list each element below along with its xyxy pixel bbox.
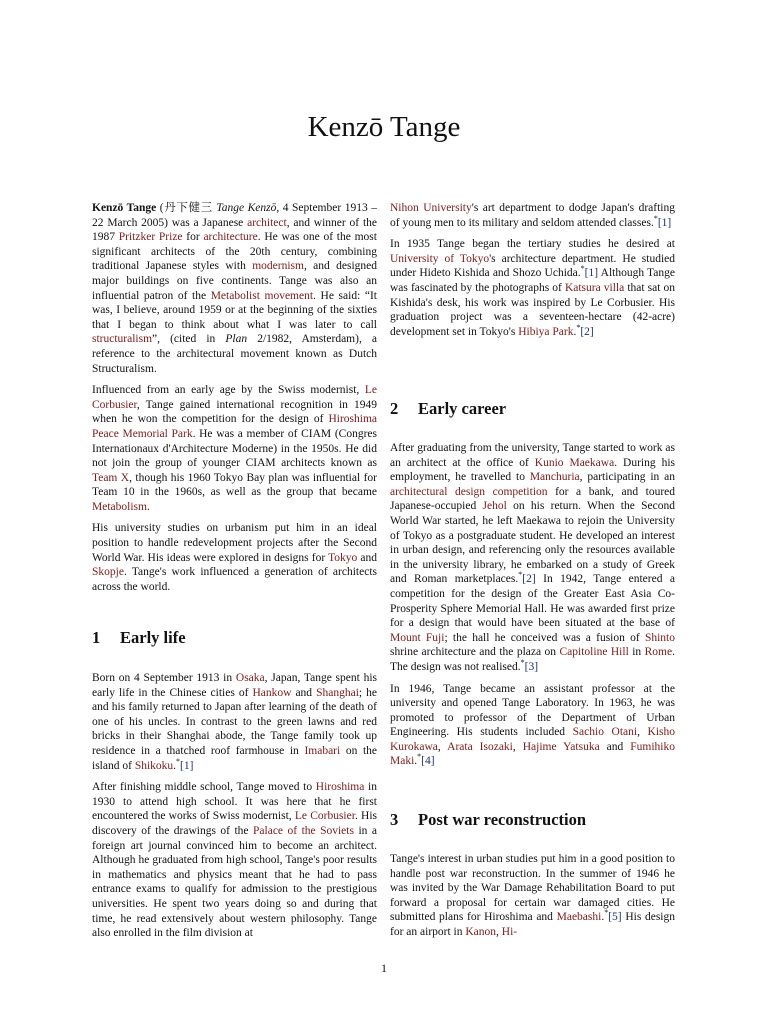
link-shanghai[interactable]: Shanghai — [316, 686, 359, 699]
citation-link[interactable]: [2] — [522, 573, 536, 586]
link-hibiya-park[interactable]: Hibiya Park — [518, 325, 574, 338]
early-career-paragraph-1: After graduating from the university, Tange started to work as an architect at the office of Kunio Maekawa. During his employment, he travelled to Manchuria, participating in an architectural design competition for a bank, and toured Japanese-occupied Jehol on his return. When the Second World War started, he left Maekawa to rejoin the University of Tokyo as a postgraduate student. He developed an interest in urban design, and referencing only the resources available in the university library, he embarked on a study of Greek and Roman marketplaces.*[2] In 1942, Tange entered a competition for the design of the Greater East Asia Co-Prosperity Sphere Memorial Hall. He was awarded first prize for a design that would have been situated at the base of Mount Fuji; the hall he conceived was a fusion of Shinto shrine architecture and the plaza on Capitoline Hill in Rome. The design was not realised.*[3] — [390, 442, 676, 673]
citation-link[interactable]: [1] — [657, 216, 672, 229]
section-heading-early-life: 1 Early life — [92, 628, 186, 647]
link-kisho-kurokawa[interactable]: Kisho Kurokawa — [390, 726, 675, 753]
continuation-paragraph: Nihon University's art department to dodge Japan's drafting of young men to its military and seldom attended classes.*[1] — [390, 202, 675, 229]
early-career-paragraph-2: In 1946, Tange became an assistant professor at the university and opened Tange Laboratory. In 1963, he was promoted to professor of the Department of Urban Engineering. His students included Sachio Otani, Kisho Kurokawa, Arata Isozaki, Hajime Yatsuka and Fumihiko Maki.*[4] — [390, 682, 675, 768]
right-column — [390, 201, 676, 938]
link-palace-of-the-soviets[interactable]: Palace of the Soviets — [253, 824, 354, 837]
link-hiroshima-peace-memorial-park[interactable]: Hiroshima Peace Memorial Park — [92, 413, 377, 440]
early-life-paragraph-2: After finishing middle school, Tange moved to Hiroshima in 1930 to attend high school. It was here that he first encountered the works of Swiss modernist, Le Corbusier. His discovery of the drawings of the Palace of the Soviets in a foreign art journal convinced him to become an architect. Although he graduated from high school, Tange's poor results in mathematics and physics meant that he had to pass entrance exams to qualify for admission to the prestigious universities. He spent two years doing so and during that time, he read extensively about western philosophy. Tange also enrolled in the film division at — [92, 781, 377, 940]
link-le-corbusier[interactable]: Le Corbusier — [92, 384, 377, 411]
link-shikoku[interactable]: Shikoku — [134, 759, 174, 772]
link-le-corbusier[interactable]: Le Corbusier — [294, 810, 355, 823]
link-tokyo[interactable]: Tokyo — [328, 551, 358, 564]
page-title: Kenzō Tange — [307, 111, 461, 143]
citation-link[interactable]: [3] — [524, 660, 539, 673]
left-column — [92, 201, 378, 940]
link-architect[interactable]: architect — [247, 216, 287, 229]
early-life-paragraph-1: Born on 4 September 1913 in Osaka, Japan, Tange spent his early life in the Chinese cities of Hankow and Shanghai; he and his family returned to Japan after learning of the death of one of his uncles. In contrast to the green lawns and red bricks in their Shanghai abode, the Tange family took up residence in a thatched roof farmhouse in Imabari on the island of Shikoku.*[1] — [92, 672, 378, 772]
link-maebashi[interactable]: Maebashi — [556, 911, 602, 924]
tertiary-studies-paragraph: In 1935 Tange began the tertiary studies he desired at University of Tokyo's architecture department. He studied under Hideto Kishida and Shozo Uchida.*[1] Although Tange was fascinated by the photographs of Katsura villa that sat on Kishida's desk, his work was inspired by Le Corbusier. His graduation project was a seventeen-hectare (42-acre) development set in Tokyo's Hibiya Park.*[2] — [390, 238, 675, 338]
link-katsura-villa[interactable]: Katsura villa — [564, 281, 625, 294]
citation-link[interactable]: [4] — [421, 755, 435, 768]
post-war-paragraph-1: Tange's interest in urban studies put him in a good position to handle post war reconstruction. In the summer of 1946 he was invited by the War Damage Rehabilitation Board to put forward a proposal for certain war damaged cities. He submitted plans for Hiroshima and Maebashi.*[5] His design for an airport in Kanon, Hi- — [390, 853, 676, 938]
link-shinto[interactable]: Shinto — [644, 631, 675, 644]
link-metabolism[interactable]: Metabolism — [92, 500, 147, 513]
link-structuralism[interactable]: structuralism — [92, 333, 153, 346]
post-war-body — [390, 852, 675, 947]
section-heading-early-career: 2 Early career — [390, 399, 507, 418]
link-university-of-tokyo[interactable]: University of Tokyo — [390, 252, 490, 265]
link-arata-isozaki[interactable]: Arata Isozaki — [447, 740, 513, 753]
intro-paragraph-3: His university studies on urbanism put him in an ideal position to handle redevelopment projects after the Second World War. His ideas were explored in designs for Tokyo and Skopje. Tange's work influenced a generation of architects across the world. — [92, 522, 377, 593]
link-pritzker-prize[interactable]: Pritzker Prize — [118, 231, 183, 244]
link-nihon-university[interactable]: Nihon University — [390, 202, 472, 214]
link-hajime-yatsuka[interactable]: Hajime Yatsuka — [522, 740, 600, 753]
link-skopje[interactable]: Skopje — [92, 566, 124, 579]
link-rome[interactable]: Rome — [644, 646, 673, 659]
citation-link[interactable]: [5] — [608, 911, 622, 924]
link-manchuria[interactable]: Manchuria — [529, 471, 580, 484]
link-hankow[interactable]: Hankow — [252, 686, 292, 699]
page-number: 1 — [381, 961, 387, 975]
link-fumihiko-maki[interactable]: Fumihiko Maki — [390, 740, 675, 768]
link-sachio-otani[interactable]: Sachio Otani — [572, 726, 638, 739]
link-imabari[interactable]: Imabari — [304, 744, 341, 757]
link-kanon[interactable]: Kanon — [465, 925, 497, 938]
link-architectural-design-competition[interactable]: architectural design competition — [390, 485, 548, 498]
link-kunio-maekawa[interactable]: Kunio Maekawa — [534, 456, 615, 469]
link-mount-fuji[interactable]: Mount Fuji — [390, 631, 445, 644]
intro-paragraph-1: Kenzō Tange (丹下健三 Tange Kenzō, 4 September 1913 – 22 March 2005) was a Japanese architect, and winner of the 1987 Pritzker Prize for architecture. He was one of the most significant architects of the 20th century, combining traditional Japanese styles with modernism, and designed major buildings on five continents. Tange was also an influential patron of the Metabolist movement. He said: “It was, I believe, around 1959 or at the beginning of the sixties that I began to think about what I was later to call structuralism”, (cited in Plan 2/1982, Amsterdam), a reference to the architectural movement known as Dutch Structuralism. — [92, 202, 377, 375]
link-team-x[interactable]: Team X — [92, 471, 130, 484]
link-capitoline-hill[interactable]: Capitoline Hill — [559, 646, 629, 659]
early-career-body — [390, 441, 675, 776]
link-hiroshima[interactable]: Hiroshima — [315, 781, 365, 794]
citation-link[interactable]: [1] — [584, 267, 599, 280]
link-modernism[interactable]: modernism — [252, 260, 304, 273]
link-jehol[interactable]: Jehol — [482, 500, 507, 513]
link-hiroshima-continued[interactable]: Hi- — [501, 925, 518, 938]
intro-paragraph-2: Influenced from an early age by the Swiss modernist, Le Corbusier, Tange gained international recognition in 1949 when he won the competition for the design of Hiroshima Peace Memorial Park. He was a member of CIAM (Congres Internationaux d'Architecture Moderne) in the 1950s. He did not join the group of younger CIAM architects known as Team X, though his 1960 Tokyo Bay plan was influential for Team 10 in the 1960s, as well as the group that became Metabolism. — [92, 384, 377, 513]
section-heading-post-war-reconstruction: 3 Post war reconstruction — [390, 810, 587, 829]
link-architecture[interactable]: architecture — [203, 231, 258, 244]
link-osaka[interactable]: Osaka — [235, 672, 265, 684]
subject-name: Kenzō Tange — [92, 202, 157, 214]
link-metabolist-movement[interactable]: Metabolist movement — [210, 289, 314, 302]
early-life-body — [92, 671, 377, 948]
citation-link[interactable]: [2] — [580, 325, 594, 338]
citation-link[interactable]: [1] — [180, 759, 194, 772]
